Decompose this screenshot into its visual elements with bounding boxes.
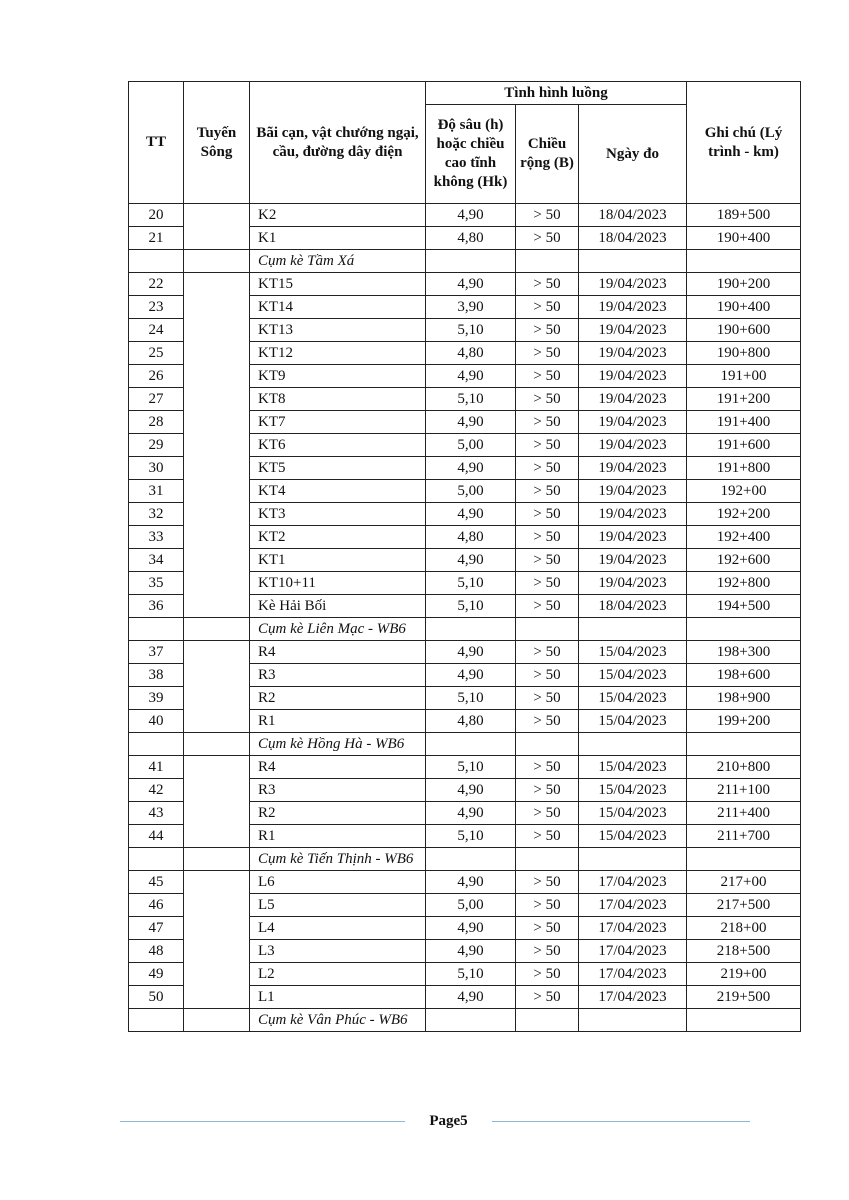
tt-cell	[129, 848, 184, 871]
depth-cell: 4,90	[426, 779, 516, 802]
obstacle-name-cell: R4	[250, 756, 426, 779]
tt-cell: 49	[129, 963, 184, 986]
width-cell: > 50	[516, 480, 579, 503]
width-cell	[516, 733, 579, 756]
note-cell: 210+800	[687, 756, 801, 779]
date-cell: 19/04/2023	[579, 480, 687, 503]
date-cell	[579, 848, 687, 871]
note-cell: 194+500	[687, 595, 801, 618]
note-cell: 190+400	[687, 296, 801, 319]
obstacle-name-cell: R3	[250, 779, 426, 802]
depth-cell: 3,90	[426, 296, 516, 319]
footer-divider-left	[120, 1121, 405, 1122]
date-cell: 19/04/2023	[579, 388, 687, 411]
width-cell: > 50	[516, 296, 579, 319]
date-cell	[579, 618, 687, 641]
note-cell: 192+400	[687, 526, 801, 549]
obstacle-name-cell: KT1	[250, 549, 426, 572]
width-cell: > 50	[516, 549, 579, 572]
route-cell	[184, 204, 250, 250]
tt-cell: 44	[129, 825, 184, 848]
width-cell: > 50	[516, 503, 579, 526]
date-cell: 15/04/2023	[579, 687, 687, 710]
group-title: Cụm kè Tiến Thịnh - WB6	[250, 848, 426, 871]
obstacle-name-cell: KT6	[250, 434, 426, 457]
note-cell: 211+100	[687, 779, 801, 802]
date-cell: 19/04/2023	[579, 296, 687, 319]
depth-cell: 5,10	[426, 572, 516, 595]
date-cell	[579, 250, 687, 273]
route-cell	[184, 618, 250, 641]
group-row	[129, 848, 801, 871]
obstacle-name-cell: KT4	[250, 480, 426, 503]
note-cell	[687, 733, 801, 756]
width-cell: > 50	[516, 595, 579, 618]
obstacle-name-cell: L6	[250, 871, 426, 894]
tt-cell: 21	[129, 227, 184, 250]
route-cell	[184, 641, 250, 733]
tt-cell: 35	[129, 572, 184, 595]
depth-cell: 4,80	[426, 526, 516, 549]
note-cell: 191+200	[687, 388, 801, 411]
table-row	[129, 204, 801, 227]
obstacle-name-cell: KT7	[250, 411, 426, 434]
header-channel-status: Tình hình luồng	[426, 82, 687, 105]
date-cell: 19/04/2023	[579, 411, 687, 434]
tt-cell: 38	[129, 664, 184, 687]
tt-cell: 40	[129, 710, 184, 733]
depth-cell: 4,90	[426, 664, 516, 687]
obstacle-name-cell: KT10+11	[250, 572, 426, 595]
obstacle-name-cell: R3	[250, 664, 426, 687]
obstacle-name-cell: KT15	[250, 273, 426, 296]
width-cell: > 50	[516, 641, 579, 664]
obstacle-name-cell: L5	[250, 894, 426, 917]
width-cell: > 50	[516, 434, 579, 457]
width-cell: > 50	[516, 457, 579, 480]
tt-cell	[129, 1009, 184, 1032]
tt-cell: 26	[129, 365, 184, 388]
obstacle-name-cell: L1	[250, 986, 426, 1009]
width-cell: > 50	[516, 940, 579, 963]
date-cell: 17/04/2023	[579, 871, 687, 894]
obstacle-name-cell: L3	[250, 940, 426, 963]
depth-cell: 4,90	[426, 204, 516, 227]
width-cell: > 50	[516, 227, 579, 250]
date-cell: 19/04/2023	[579, 572, 687, 595]
width-cell: > 50	[516, 986, 579, 1009]
note-cell: 190+600	[687, 319, 801, 342]
obstacle-name-cell: K2	[250, 204, 426, 227]
width-cell: > 50	[516, 526, 579, 549]
date-cell: 18/04/2023	[579, 204, 687, 227]
tt-cell	[129, 618, 184, 641]
width-cell: > 50	[516, 388, 579, 411]
obstacle-name-cell: KT14	[250, 296, 426, 319]
depth-cell: 4,90	[426, 503, 516, 526]
note-cell: 190+400	[687, 227, 801, 250]
table-row	[129, 273, 801, 296]
note-cell: 190+200	[687, 273, 801, 296]
note-cell	[687, 618, 801, 641]
depth-cell: 5,00	[426, 894, 516, 917]
date-cell: 19/04/2023	[579, 434, 687, 457]
note-cell: 190+800	[687, 342, 801, 365]
tt-cell: 50	[129, 986, 184, 1009]
channel-status-table	[128, 81, 801, 1032]
width-cell: > 50	[516, 572, 579, 595]
depth-cell: 4,90	[426, 273, 516, 296]
depth-cell: 4,80	[426, 227, 516, 250]
header-tt: TT	[129, 82, 184, 204]
header-note: Ghi chú (Lý trình - km)	[687, 82, 801, 204]
date-cell: 19/04/2023	[579, 503, 687, 526]
tt-cell	[129, 733, 184, 756]
depth-cell: 4,90	[426, 641, 516, 664]
tt-cell: 37	[129, 641, 184, 664]
obstacle-name-cell: L4	[250, 917, 426, 940]
note-cell: 189+500	[687, 204, 801, 227]
note-cell: 191+00	[687, 365, 801, 388]
width-cell	[516, 618, 579, 641]
note-cell: 191+600	[687, 434, 801, 457]
header-route: Tuyến Sông	[184, 82, 250, 204]
tt-cell: 41	[129, 756, 184, 779]
obstacle-name-cell: KT9	[250, 365, 426, 388]
depth-cell: 5,00	[426, 434, 516, 457]
date-cell: 19/04/2023	[579, 273, 687, 296]
tt-cell: 32	[129, 503, 184, 526]
obstacle-name-cell: KT5	[250, 457, 426, 480]
date-cell: 18/04/2023	[579, 595, 687, 618]
width-cell: > 50	[516, 319, 579, 342]
tt-cell: 27	[129, 388, 184, 411]
date-cell	[579, 1009, 687, 1032]
note-cell: 198+300	[687, 641, 801, 664]
depth-cell: 4,90	[426, 365, 516, 388]
width-cell: > 50	[516, 365, 579, 388]
route-cell	[184, 273, 250, 618]
date-cell: 19/04/2023	[579, 319, 687, 342]
width-cell: > 50	[516, 411, 579, 434]
obstacle-name-cell: KT2	[250, 526, 426, 549]
group-row	[129, 1009, 801, 1032]
obstacle-name-cell: KT13	[250, 319, 426, 342]
depth-cell: 4,90	[426, 802, 516, 825]
tt-cell: 33	[129, 526, 184, 549]
depth-cell: 4,80	[426, 342, 516, 365]
group-row	[129, 733, 801, 756]
tt-cell: 48	[129, 940, 184, 963]
tt-cell: 31	[129, 480, 184, 503]
depth-cell: 4,90	[426, 457, 516, 480]
note-cell: 198+900	[687, 687, 801, 710]
tt-cell: 24	[129, 319, 184, 342]
group-row	[129, 618, 801, 641]
width-cell: > 50	[516, 273, 579, 296]
width-cell: > 50	[516, 342, 579, 365]
width-cell: > 50	[516, 204, 579, 227]
note-cell	[687, 1009, 801, 1032]
note-cell	[687, 848, 801, 871]
obstacle-name-cell: K1	[250, 227, 426, 250]
depth-cell	[426, 733, 516, 756]
group-title: Cụm kè Liên Mạc - WB6	[250, 618, 426, 641]
table-row	[129, 641, 801, 664]
date-cell: 17/04/2023	[579, 963, 687, 986]
width-cell: > 50	[516, 779, 579, 802]
depth-cell: 5,10	[426, 388, 516, 411]
obstacle-name-cell: R1	[250, 825, 426, 848]
date-cell: 19/04/2023	[579, 365, 687, 388]
date-cell: 17/04/2023	[579, 986, 687, 1009]
note-cell: 219+00	[687, 963, 801, 986]
route-cell	[184, 871, 250, 1009]
tt-cell: 28	[129, 411, 184, 434]
footer-divider-right	[492, 1121, 750, 1122]
width-cell: > 50	[516, 963, 579, 986]
depth-cell: 4,90	[426, 917, 516, 940]
tt-cell: 47	[129, 917, 184, 940]
date-cell: 19/04/2023	[579, 549, 687, 572]
route-cell	[184, 848, 250, 871]
width-cell	[516, 848, 579, 871]
width-cell: > 50	[516, 756, 579, 779]
date-cell: 15/04/2023	[579, 664, 687, 687]
width-cell: > 50	[516, 871, 579, 894]
note-cell	[687, 250, 801, 273]
header-obstacle: Bãi cạn, vật chướng ngại, cầu, đường dây điện	[250, 82, 426, 204]
note-cell: 217+00	[687, 871, 801, 894]
group-title: Cụm kè Vân Phúc - WB6	[250, 1009, 426, 1032]
tt-cell: 23	[129, 296, 184, 319]
obstacle-name-cell: R1	[250, 710, 426, 733]
width-cell: > 50	[516, 917, 579, 940]
depth-cell: 5,10	[426, 825, 516, 848]
obstacle-name-cell: KT12	[250, 342, 426, 365]
header-date: Ngày đo	[579, 105, 687, 204]
obstacle-name-cell: R2	[250, 687, 426, 710]
route-cell	[184, 756, 250, 848]
width-cell	[516, 250, 579, 273]
route-cell	[184, 250, 250, 273]
date-cell: 19/04/2023	[579, 342, 687, 365]
depth-cell: 4,90	[426, 549, 516, 572]
depth-cell	[426, 1009, 516, 1032]
tt-cell: 43	[129, 802, 184, 825]
depth-cell	[426, 848, 516, 871]
date-cell: 15/04/2023	[579, 779, 687, 802]
depth-cell: 5,10	[426, 319, 516, 342]
date-cell: 15/04/2023	[579, 641, 687, 664]
date-cell: 15/04/2023	[579, 710, 687, 733]
tt-cell: 34	[129, 549, 184, 572]
width-cell: > 50	[516, 802, 579, 825]
depth-cell: 4,90	[426, 986, 516, 1009]
note-cell: 192+800	[687, 572, 801, 595]
depth-cell: 4,90	[426, 871, 516, 894]
obstacle-name-cell: Kè Hải Bối	[250, 595, 426, 618]
tt-cell: 45	[129, 871, 184, 894]
obstacle-name-cell: KT8	[250, 388, 426, 411]
depth-cell: 4,90	[426, 940, 516, 963]
tt-cell: 42	[129, 779, 184, 802]
tt-cell: 30	[129, 457, 184, 480]
route-cell	[184, 1009, 250, 1032]
date-cell: 15/04/2023	[579, 825, 687, 848]
route-cell	[184, 733, 250, 756]
note-cell: 211+400	[687, 802, 801, 825]
depth-cell: 5,10	[426, 687, 516, 710]
width-cell: > 50	[516, 894, 579, 917]
depth-cell: 5,00	[426, 480, 516, 503]
note-cell: 191+400	[687, 411, 801, 434]
obstacle-name-cell: R4	[250, 641, 426, 664]
note-cell: 217+500	[687, 894, 801, 917]
note-cell: 191+800	[687, 457, 801, 480]
depth-cell: 4,80	[426, 710, 516, 733]
header-depth: Độ sâu (h) hoặc chiều cao tĩnh không (Hk)	[426, 105, 516, 204]
date-cell: 19/04/2023	[579, 457, 687, 480]
tt-cell: 36	[129, 595, 184, 618]
depth-cell: 4,90	[426, 411, 516, 434]
tt-cell: 46	[129, 894, 184, 917]
header-width: Chiều rộng (B)	[516, 105, 579, 204]
group-title: Cụm kè Tầm Xá	[250, 250, 426, 273]
width-cell	[516, 1009, 579, 1032]
note-cell: 219+500	[687, 986, 801, 1009]
tt-cell: 22	[129, 273, 184, 296]
note-cell: 218+00	[687, 917, 801, 940]
obstacle-name-cell: R2	[250, 802, 426, 825]
date-cell: 15/04/2023	[579, 756, 687, 779]
note-cell: 192+00	[687, 480, 801, 503]
width-cell: > 50	[516, 687, 579, 710]
tt-cell	[129, 250, 184, 273]
page-number: Page5	[429, 1113, 468, 1129]
obstacle-name-cell: KT3	[250, 503, 426, 526]
table-row	[129, 871, 801, 894]
width-cell: > 50	[516, 710, 579, 733]
depth-cell	[426, 618, 516, 641]
note-cell: 199+200	[687, 710, 801, 733]
obstacle-name-cell: L2	[250, 963, 426, 986]
group-row	[129, 250, 801, 273]
date-cell: 19/04/2023	[579, 526, 687, 549]
note-cell: 211+700	[687, 825, 801, 848]
depth-cell: 5,10	[426, 595, 516, 618]
note-cell: 198+600	[687, 664, 801, 687]
depth-cell	[426, 250, 516, 273]
tt-cell: 29	[129, 434, 184, 457]
depth-cell: 5,10	[426, 963, 516, 986]
note-cell: 192+200	[687, 503, 801, 526]
date-cell	[579, 733, 687, 756]
table-body	[129, 204, 801, 1032]
date-cell: 17/04/2023	[579, 940, 687, 963]
date-cell: 17/04/2023	[579, 894, 687, 917]
note-cell: 192+600	[687, 549, 801, 572]
group-title: Cụm kè Hồng Hà - WB6	[250, 733, 426, 756]
tt-cell: 20	[129, 204, 184, 227]
depth-cell: 5,10	[426, 756, 516, 779]
date-cell: 18/04/2023	[579, 227, 687, 250]
table-row	[129, 756, 801, 779]
width-cell: > 50	[516, 664, 579, 687]
tt-cell: 25	[129, 342, 184, 365]
date-cell: 15/04/2023	[579, 802, 687, 825]
width-cell: > 50	[516, 825, 579, 848]
date-cell: 17/04/2023	[579, 917, 687, 940]
tt-cell: 39	[129, 687, 184, 710]
note-cell: 218+500	[687, 940, 801, 963]
page-footer	[120, 1110, 750, 1134]
